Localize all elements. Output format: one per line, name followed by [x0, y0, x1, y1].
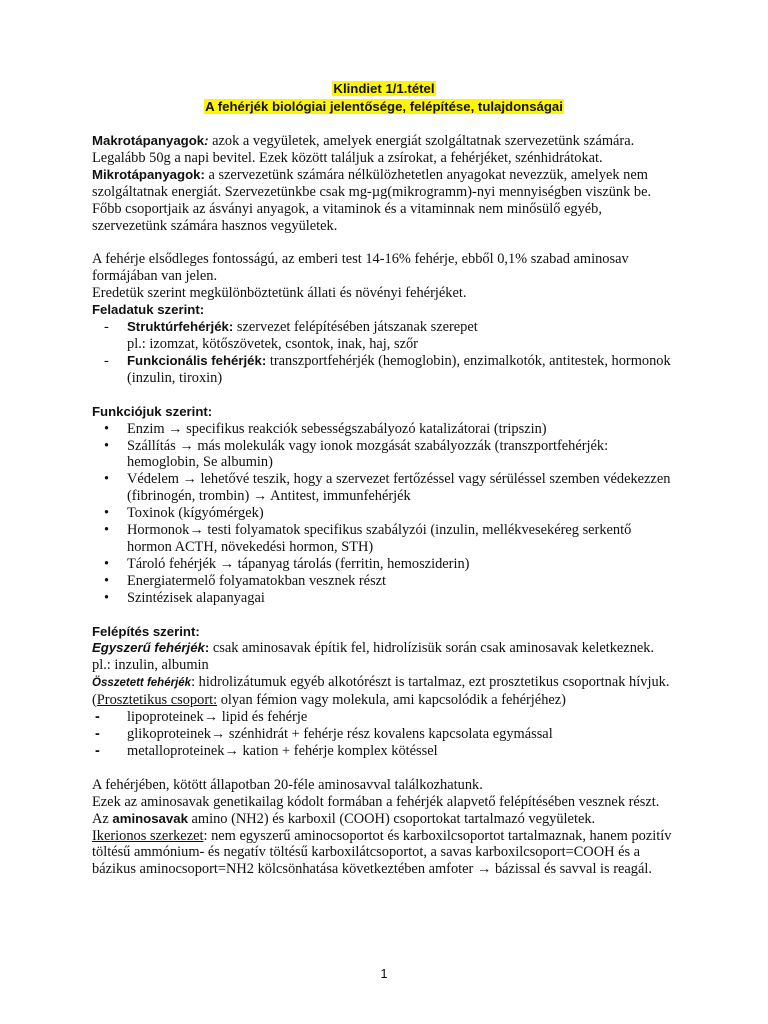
- bullet-marker: •: [104, 589, 110, 606]
- list-item: [92, 319, 676, 353]
- dash-marker: -: [95, 742, 100, 759]
- osszetett-paragraph: [92, 674, 676, 709]
- list-item-text: Szintézisek alapanyagai: [127, 589, 265, 606]
- list-item-text: szervezet felépítésében játszanak szerepet: [233, 319, 478, 336]
- felepites-heading: Felépítés szerint:: [92, 623, 200, 639]
- bullet-marker: •: [104, 505, 110, 522]
- dash-marker: -: [95, 709, 100, 726]
- list-item-text: Szállítás → más molekulák vagy ionok mozgását szabályozzák (transzportfehérjék: hemoglobin, Se albumin): [127, 437, 609, 471]
- bullet-marker: •: [104, 420, 110, 437]
- aminosav-paragraph-4: [92, 828, 676, 879]
- list-item-term: Funkcionális fehérjék:: [127, 352, 267, 368]
- list-item: [92, 421, 676, 438]
- felepites-list: [92, 709, 676, 760]
- prosztetikus-text: olyan fémion vagy molekula, ami kapcsolódik a fehérjéhez): [217, 692, 566, 709]
- list-item: [92, 438, 676, 472]
- makro-colon: :: [204, 133, 209, 148]
- list-item: [92, 556, 676, 573]
- egyszeru-paragraph: [92, 640, 676, 674]
- list-item-text: glikoproteinek→ szénhidrát + fehérje rész kovalens kapcsolata egymással: [127, 726, 553, 742]
- prosztetikus-term: Prosztetikus csoport:: [96, 692, 218, 709]
- list-item-subtext: pl.: izomzat, kötőszövetek, csontok, inak, haj, szőr: [127, 335, 418, 352]
- list-item: [92, 743, 676, 760]
- aminosav-term: aminosavak: [112, 810, 188, 826]
- mikro-text: a szervezetünk számára nélkülözhetetlen anyagokat nevezzük, amelyek nem szolgáltatnak energiát. Szervezetünkbe csak mg-µg(mikrogramm)-nyi mennyiségben viszünk be. Főbb csoportjaik az ásványi anyagok, a vitaminok és a vitaminnak nem minősülő egyéb, szervezetünk számára hasznos vegyületek.: [92, 166, 652, 234]
- makro-text: azok a vegyületek, amelyek energiát szolgáltatnak szervezetünk számára. Legalább 50g a napi bevitel. Ezek között találjuk a zsírokat, a fehérjéket, szénhidrátokat.: [92, 133, 635, 166]
- intro-paragraph-2: Eredetük szerint megkülönböztetünk állati és növényi fehérjéket.: [92, 285, 467, 302]
- aminosav-paragraph-3: [92, 811, 676, 828]
- page-title: Klindiet 1/1.tétel: [333, 81, 435, 96]
- list-item: [92, 471, 676, 505]
- list-item-text: Hormonok→ testi folyamatok specifikus szabályzói (inzulin, mellékvesekéreg serkentő hormon ACTH, növekedési hormon, STH): [127, 522, 632, 555]
- ikerionos-term: Ikerionos szerkezet: [92, 827, 204, 844]
- osszetett-term: Összetett fehérjék: [92, 677, 192, 690]
- feladat-heading: Feladatuk szerint:: [92, 302, 205, 318]
- aminosav-paragraph-1: A fehérjében, kötött állapotban 20-féle aminosavval találkozhatunk.: [92, 776, 483, 793]
- feladat-list: [92, 319, 676, 387]
- list-item: [92, 505, 676, 522]
- list-item-text: Tároló fehérjék → tápanyag tárolás (ferritin, hemosziderin): [127, 555, 470, 572]
- list-item-text: transzportfehérjék (hemoglobin), enzimalkotók, antitestek, hormonok (inzulin, tiroxin): [127, 352, 671, 386]
- page-subtitle: A fehérjék biológiai jelentősége, felépítése, tulajdonságai: [205, 99, 563, 114]
- funkcio-heading: Funkciójuk szerint:: [92, 403, 213, 419]
- list-item: [92, 709, 676, 726]
- egyszeru-term: Egyszerű fehérjék: [92, 640, 205, 656]
- bullet-marker: •: [104, 471, 110, 488]
- list-item: [92, 353, 676, 387]
- list-item-text: Védelem → lehetővé teszik, hogy a szervezet fertőzéssel vagy sérüléssel szemben védekezzen (fibrinogén, trombin) → Antitest, immunfehérjék: [127, 471, 671, 505]
- funkcio-list: [92, 421, 676, 607]
- document-header: [92, 80, 676, 98]
- bullet-marker: •: [104, 555, 110, 572]
- egyszeru-text: csak aminosavak építik fel, hidrolízisük során csak aminosavak keletkeznek. pl.: inzulin, albumin: [92, 640, 655, 674]
- osszetett-text: : hidrolizátumuk egyéb alkotórészt is tartalmaz, ezt prosztetikus csoportnak hívjuk. (: [92, 674, 670, 709]
- makro-term: Makrotápanyagok: [92, 133, 205, 148]
- list-item-text: Toxinok (kígyómérgek): [127, 505, 264, 522]
- intro-paragraph-1: A fehérje elsődleges fontosságú, az emberi test 14-16% fehérje, ebből 0,1% szabad aminosav formájában van jelen.: [92, 251, 629, 285]
- list-item-text: Enzim → specifikus reakciók sebességszabályozó katalizátorai (tripszin): [127, 420, 547, 437]
- bullet-marker: •: [104, 437, 110, 454]
- dash-marker: -: [95, 726, 100, 742]
- aminosav-pre: Az: [92, 810, 113, 827]
- aminosav-post: amino (NH2) és karboxil (COOH) csoportokat tartalmazó vegyületek.: [187, 810, 596, 827]
- page-number: 1: [380, 966, 388, 981]
- list-item: [92, 522, 676, 556]
- bullet-marker: •: [104, 522, 110, 539]
- list-item-text: Energiatermelő folyamatokban vesznek részt: [127, 572, 387, 589]
- egyszeru-colon: :: [204, 640, 210, 656]
- mikro-paragraph: [92, 167, 676, 235]
- list-item: [92, 726, 676, 743]
- makro-paragraph: [92, 133, 676, 167]
- document-subheader: [92, 98, 676, 116]
- list-item-text: lipoproteinek→ lipid és fehérje: [127, 709, 308, 726]
- aminosav-paragraph-2: Ezek az aminosavak genetikailag kódolt formában a fehérjék alapvető felépítésében vesznek részt.: [92, 793, 660, 810]
- list-item: [92, 573, 676, 590]
- list-item-term: Struktúrfehérjék:: [127, 319, 234, 335]
- list-item: [92, 590, 676, 607]
- ikerionos-text: : nem egyszerű aminocsoportot és karboxilcsoportot tartalmaznak, hanem pozitív töltésű ammónium- és negatív töltésű karboxilátcsoportot, a savas karboxilcsoport=COOH és a bázikus aminocsoport=NH2 kölcsönhatása következtében amfoter → bázissal és savval is reagál.: [92, 827, 672, 878]
- bullet-marker: •: [104, 572, 110, 589]
- dash-marker: -: [104, 319, 109, 336]
- mikro-term: Mikrotápanyagok:: [92, 166, 205, 182]
- list-item-text: metalloproteinek→ kation + fehérje komplex kötéssel: [127, 742, 438, 759]
- dash-marker: -: [104, 352, 109, 369]
